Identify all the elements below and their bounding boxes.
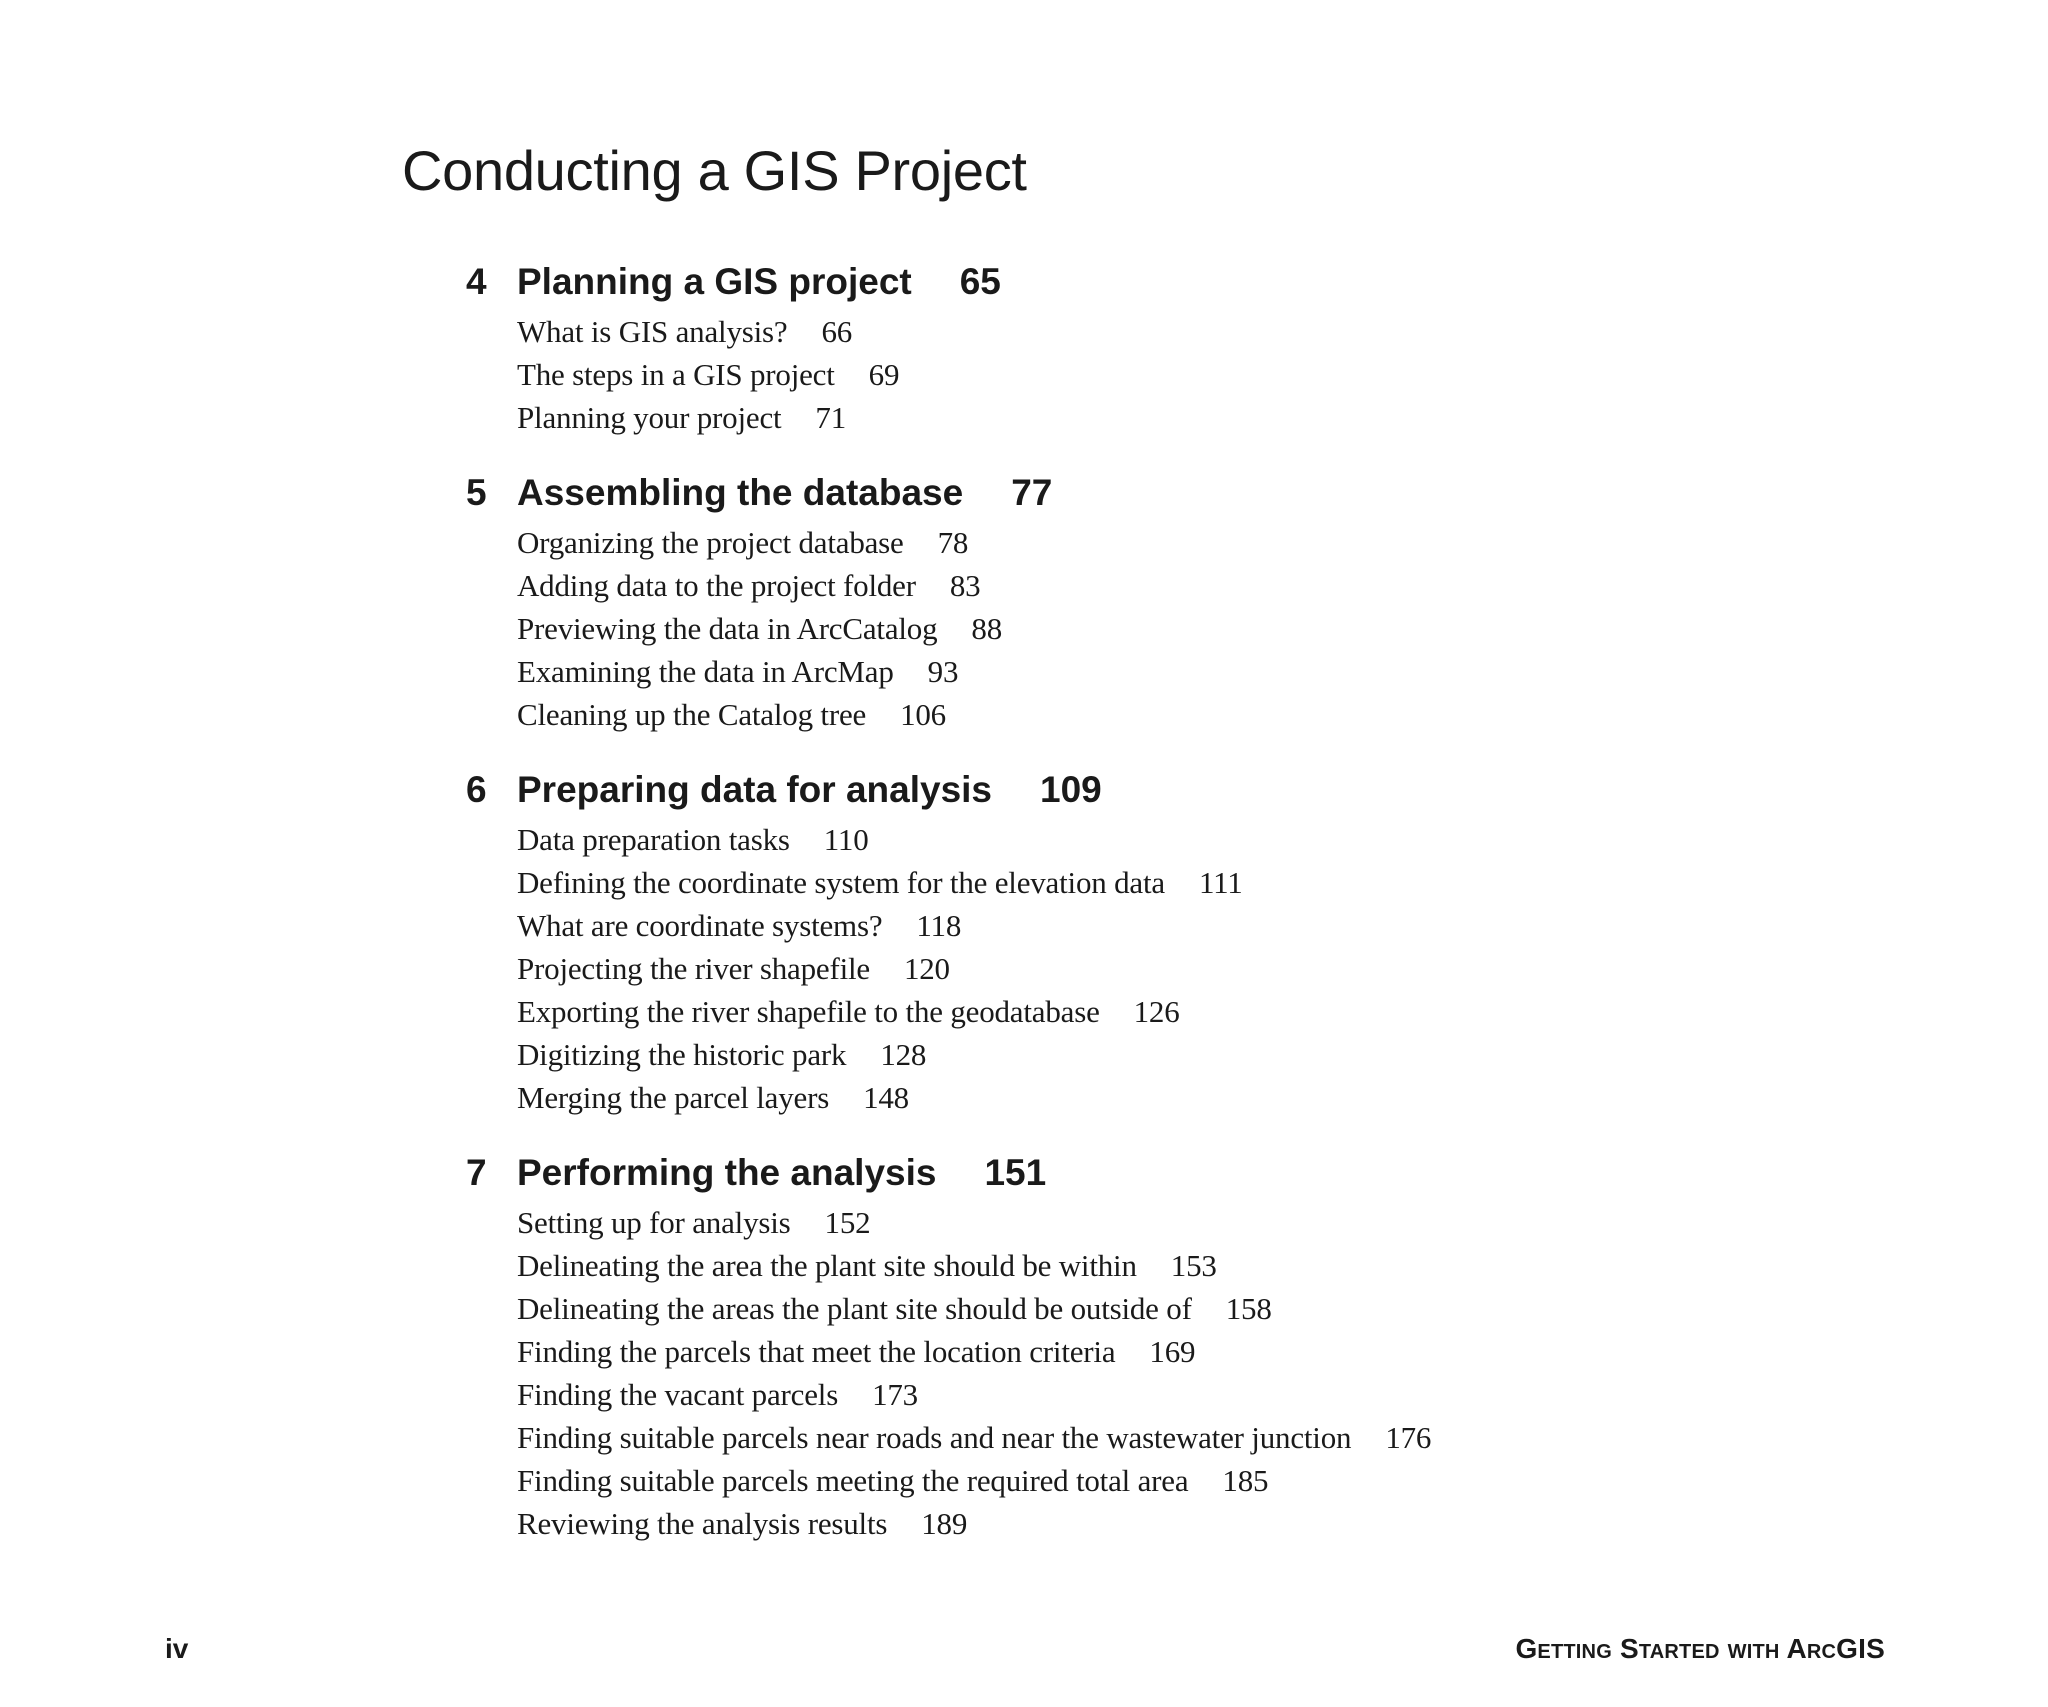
entry-title: Projecting the river shapefile (517, 951, 870, 986)
chapter-heading[interactable] (466, 254, 2006, 310)
toc-entry[interactable] (517, 1459, 2006, 1502)
entry-title: Organizing the project database (517, 525, 904, 560)
toc-entry[interactable] (517, 650, 2006, 693)
entry-page-number: 185 (1222, 1463, 1269, 1498)
toc-entry[interactable] (517, 904, 2006, 947)
chapter-page-number: 109 (1040, 769, 1102, 810)
entry-title: Cleaning up the Catalog tree (517, 697, 867, 732)
chapter-page-number: 151 (984, 1152, 1047, 1193)
entry-page-number: 189 (921, 1506, 968, 1541)
entry-title: The steps in a GIS project (517, 357, 835, 392)
chapter-7 (466, 1145, 2006, 1545)
entry-page-number: 153 (1170, 1248, 1217, 1283)
entry-page-number: 111 (1198, 865, 1243, 900)
toc-entry[interactable] (517, 1330, 2006, 1373)
chapter-entries (466, 1201, 2006, 1545)
toc-entry[interactable] (517, 1373, 2006, 1416)
entry-title: Reviewing the analysis results (517, 1506, 888, 1541)
entry-page-number: 152 (824, 1205, 871, 1240)
entry-page-number: 158 (1225, 1291, 1272, 1326)
chapter-entries (466, 521, 2006, 736)
toc-entry[interactable] (517, 1244, 2006, 1287)
chapter-title: Performing the analysis (517, 1152, 937, 1193)
chapter-4 (466, 254, 2006, 439)
entry-title: Adding data to the project folder (517, 568, 916, 603)
chapter-title: Planning a GIS project (517, 261, 912, 302)
entry-page-number: 83 (949, 568, 981, 603)
entry-page-number: 120 (903, 951, 950, 986)
running-footer: Getting Started with ArcGIS (1515, 1633, 1885, 1664)
toc-entry[interactable] (517, 947, 2006, 990)
entry-title: Delineating the area the plant site should be within (517, 1248, 1137, 1283)
entry-page-number: 110 (823, 822, 869, 857)
page-title: Conducting a GIS Project (402, 139, 1027, 202)
entry-title: Finding suitable parcels near roads and near the wastewater junction (517, 1420, 1352, 1455)
chapter-heading[interactable] (466, 1145, 2006, 1201)
chapter-6 (466, 762, 2006, 1119)
toc-entry[interactable] (517, 1076, 2006, 1119)
chapter-heading[interactable] (466, 465, 2006, 521)
chapter-number: 6 (466, 769, 487, 810)
toc-entry[interactable] (517, 861, 2006, 904)
entry-title: Setting up for analysis (517, 1205, 791, 1240)
entry-title: Exporting the river shapefile to the geodatabase (517, 994, 1100, 1029)
table-of-contents (466, 254, 2006, 1571)
chapter-5 (466, 465, 2006, 736)
entry-page-number: 69 (868, 357, 900, 392)
entry-page-number: 169 (1149, 1334, 1196, 1369)
chapter-number: 5 (466, 472, 487, 513)
toc-entry[interactable] (517, 564, 2006, 607)
entry-page-number: 126 (1133, 994, 1180, 1029)
entry-title: Delineating the areas the plant site should be outside of (517, 1291, 1192, 1326)
entry-page-number: 78 (937, 525, 969, 560)
entry-title: Finding the parcels that meet the location criteria (517, 1334, 1116, 1369)
entry-page-number: 71 (815, 400, 847, 435)
entry-page-number: 93 (927, 654, 959, 689)
entry-page-number: 128 (880, 1037, 927, 1072)
toc-entry[interactable] (517, 1201, 2006, 1244)
chapter-title: Assembling the database (517, 472, 964, 513)
entry-title: Digitizing the historic park (517, 1037, 847, 1072)
toc-entry[interactable] (517, 818, 2006, 861)
toc-entry[interactable] (517, 310, 2006, 353)
entry-title: Planning your project (517, 400, 782, 435)
chapter-entries (466, 310, 2006, 439)
toc-entry[interactable] (517, 396, 2006, 439)
toc-entry[interactable] (517, 990, 2006, 1033)
entry-page-number: 66 (821, 314, 853, 349)
entry-title: Examining the data in ArcMap (517, 654, 894, 689)
chapter-title: Preparing data for analysis (517, 769, 993, 810)
entry-title: Previewing the data in ArcCatalog (517, 611, 938, 646)
entry-title: Finding the vacant parcels (517, 1377, 839, 1412)
toc-entry[interactable] (517, 693, 2006, 736)
entry-page-number: 173 (872, 1377, 918, 1412)
toc-entry[interactable] (517, 1416, 2006, 1459)
entry-title: What are coordinate systems? (517, 908, 883, 943)
chapter-entries (466, 818, 2006, 1119)
entry-title: Defining the coordinate system for the elevation data (517, 865, 1165, 900)
toc-entry[interactable] (517, 521, 2006, 564)
entry-page-number: 106 (900, 697, 946, 732)
chapter-number: 4 (466, 261, 487, 302)
entry-page-number: 88 (971, 611, 1003, 646)
entry-title: Data preparation tasks (517, 822, 790, 857)
chapter-page-number: 77 (1011, 472, 1053, 513)
chapter-page-number: 65 (959, 261, 1001, 302)
entry-title: Finding suitable parcels meeting the required total area (517, 1463, 1189, 1498)
toc-entry[interactable] (517, 353, 2006, 396)
entry-page-number: 118 (916, 908, 962, 943)
toc-entry[interactable] (517, 607, 2006, 650)
toc-entry[interactable] (517, 1502, 2006, 1545)
entry-page-number: 176 (1385, 1420, 1432, 1455)
chapter-number: 7 (466, 1152, 487, 1193)
entry-title: What is GIS analysis? (517, 314, 788, 349)
chapter-heading[interactable] (466, 762, 2006, 818)
entry-title: Merging the parcel layers (517, 1080, 830, 1115)
entry-page-number: 148 (863, 1080, 909, 1115)
toc-entry[interactable] (517, 1033, 2006, 1076)
toc-entry[interactable] (517, 1287, 2006, 1330)
page-folio: iv (165, 1633, 189, 1664)
